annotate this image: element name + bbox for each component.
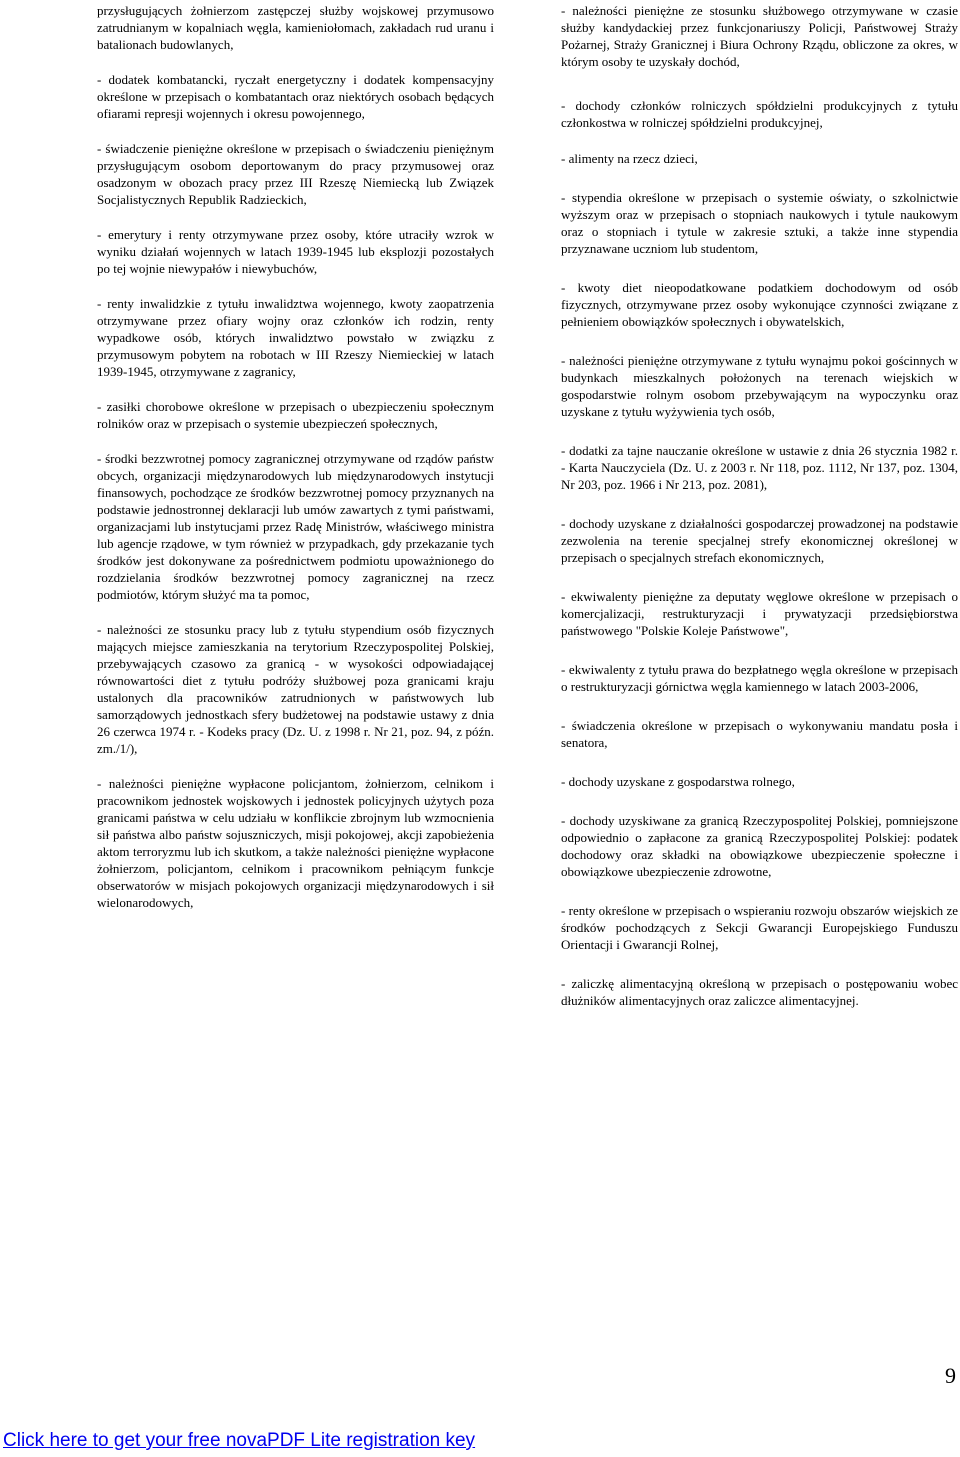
paragraph: - renty inwalidzkie z tytułu inwalidztwa wojennego, kwoty zaopatrzenia otrzymywane przez ofiary wojny oraz członków ich rodzin, renty wypadkowe osób, których inwalidztwo powstało w związku z przymusowym pobytem na robotach w III Rzeszy Niemieckiej w latach 1939-1945, otrzymywane z zagranicy, (97, 296, 494, 379)
paragraph: - dochody uzyskiwane za granicą Rzeczypospolitej Polskiej, pomniejszone odpowiednio o zapłacone za granicą Rzeczypospolitej Polskiej: podatek dochodowy oraz składki na obowiązkowe ubezpieczenie społeczne i obowiązkowe ubezpieczenie zdrowotne, (561, 813, 958, 879)
paragraph: przysługujących żołnierzom zastępczej służby wojskowej przymusowo zatrudnianym w kopalniach węgla, kamieniołomach, zakładach rud uranu i batalionach budowlanych, (97, 3, 494, 52)
paragraph: - dochody uzyskane z gospodarstwa rolnego, (561, 774, 795, 789)
paragraph: - renty określone w przepisach o wspieraniu rozwoju obszarów wiejskich ze środków pochodzących z Sekcji Gwarancji Europejskiego Funduszu Orientacji i Gwarancji Rolnej, (561, 903, 958, 952)
paragraph: - należności pieniężne otrzymywane z tytułu wynajmu pokoi gościnnych w budynkach mieszkalnych położonych na terenach wiejskich w gospodarstwie rolnym osobom przebywającym na wypoczynku oraz uzyskane z tytułu wyżywienia tych osób, (561, 353, 958, 419)
paragraph: - dochody członków rolniczych spółdzielni produkcyjnych z tytułu członkostwa w rolniczej spółdzielni produkcyjnej, (561, 98, 958, 130)
paragraph: - dodatek kombatancki, ryczałt energetyczny i dodatek kompensacyjny określone w przepisach o kombatantach oraz niektórych osobach będących ofiarami represji wojennych i okresu powojennego, (97, 72, 494, 121)
paragraph: - zasiłki chorobowe określone w przepisach o ubezpieczeniu społecznym rolników oraz w przepisach o systemie ubezpieczeń społecznych, (97, 399, 494, 431)
page-number: 9 (945, 1363, 956, 1388)
paragraph: - dochody uzyskane z działalności gospodarczej prowadzonej na podstawie zezwolenia na terenie specjalnej strefy ekonomicznej określonej w przepisach o specjalnych strefach ekonomicznych, (561, 516, 958, 565)
left-column (97, 2, 494, 911)
paragraph: - środki bezzwrotnej pomocy zagranicznej otrzymywane od rządów państw obcych, organizacji międzynarodowych lub międzynarodowych instytucji finansowych, pochodzące ze środków bezzwrotnej pomocy przyznanych na podstawie jednostronnej deklaracji lub umów zawartych z tymi państwami, organizacjami lub instytucjami przez Radę Ministrów, właściwego ministra lub agencje rządowe, w tym również w przypadkach, gdy przekazanie tych środków jest dokonywane za pośrednictwem podmiotu upoważnionego do rozdzielania środków bezzwrotnej pomocy zagranicznej na rzecz podmiotów, którym służyć ma ta pomoc, (97, 451, 494, 602)
paragraph: - kwoty diet nieopodatkowane podatkiem dochodowym od osób fizycznych, otrzymywane przez osoby wykonujące czynności związane z pełnieniem obowiązków społecznych i obywatelskich, (561, 280, 958, 329)
paragraph: - należności pieniężne ze stosunku służbowego otrzymywane w czasie służby kandydackiej przez funkcjonariuszy Policji, Państwowej Straży Pożarnej, Straży Granicznej i Biura Ochrony Rządu, obliczone za okres, w którym osoby te uzyskały dochód, (561, 3, 958, 69)
paragraph: - emerytury i renty otrzymywane przez osoby, które utraciły wzrok w wyniku działań wojennych w latach 1939-1945 lub eksplozji pozostałych po tej wojnie niewypałów i niewybuchów, (97, 227, 494, 276)
paragraph: - stypendia określone w przepisach o systemie oświaty, o szkolnictwie wyższym oraz w przepisach o stopniach naukowych i tytule naukowym oraz o stopniach i tytule w zakresie sztuki, a także inne stypendia przyznawane uczniom lub studentom, (561, 190, 958, 256)
paragraph: - należności pieniężne wypłacone policjantom, żołnierzom, celnikom i pracownikom jednostek wojskowych i jednostek policyjnych użytych poza granicami państwa w celu udziału w konflikcie zbrojnym lub wzmocnienia sił państwa albo państw sojuszniczych, misji pokojowej, akcji zapobieżenia aktom terroryzmu lub ich skutkom, a także należności pieniężne wypłacone żołnierzom, policjantom, celnikom i pracownikom pełniącym funkcje obserwatorów w misjach pokojowych organizacji międzynarodowych i sił wielonarodowych, (97, 776, 494, 910)
paragraph: - dodatki za tajne nauczanie określone w ustawie z dnia 26 stycznia 1982 r. - Karta Nauczyciela (Dz. U. z 2003 r. Nr 118, poz. 1112, Nr 137, poz. 1304, Nr 203, poz. 1966 i Nr 213, poz. 2081), (561, 443, 958, 492)
paragraph: - alimenty na rzecz dzieci, (561, 151, 698, 166)
paragraph: - ekwiwalenty z tytułu prawa do bezpłatnego węgla określone w przepisach o restrukturyzacji górnictwa węgla kamiennego w latach 2003-2006, (561, 662, 958, 694)
paragraph: - zaliczkę alimentacyjną określoną w przepisach o postępowaniu wobec dłużników alimentacyjnych oraz zaliczce alimentacyjnej. (561, 976, 958, 1008)
paragraph: - świadczenia określone w przepisach o wykonywaniu mandatu posła i senatora, (561, 718, 958, 750)
registration-link[interactable]: Click here to get your free novaPDF Lite registration key (3, 1430, 476, 1451)
paragraph: - ekwiwalenty pieniężne za deputaty węglowe określone w przepisach o komercjalizacji, restrukturyzacji i prywatyzacji przedsiębiorstwa państwowego "Polskie Koleje Państwowe", (561, 589, 958, 638)
paragraph: - świadczenie pieniężne określone w przepisach o świadczeniu pieniężnym przysługującym osobom deportowanym do pracy przymusowej oraz osadzonym w obozach pracy przez III Rzeszę Niemiecką lub Związek Socjalistycznych Republik Radzieckich, (97, 141, 494, 207)
right-column (561, 2, 958, 1009)
paragraph: - należności ze stosunku pracy lub z tytułu stypendium osób fizycznych mających miejsce zamieszkania na terytorium Rzeczypospolitej Polskiej, przebywających czasowo za granicą - w wysokości odpowiadającej równowartości diet z tytułu podróży służbowej poza granicami kraju ustalonych dla pracowników zatrudnionych w państwowych lub samorządowych jednostkach sfery budżetowej na podstawie ustawy z dnia 26 czerwca 1974 r. - Kodeks pracy (Dz. U. z 1998 r. Nr 21, poz. 94, z późn. zm./1/), (97, 622, 494, 756)
